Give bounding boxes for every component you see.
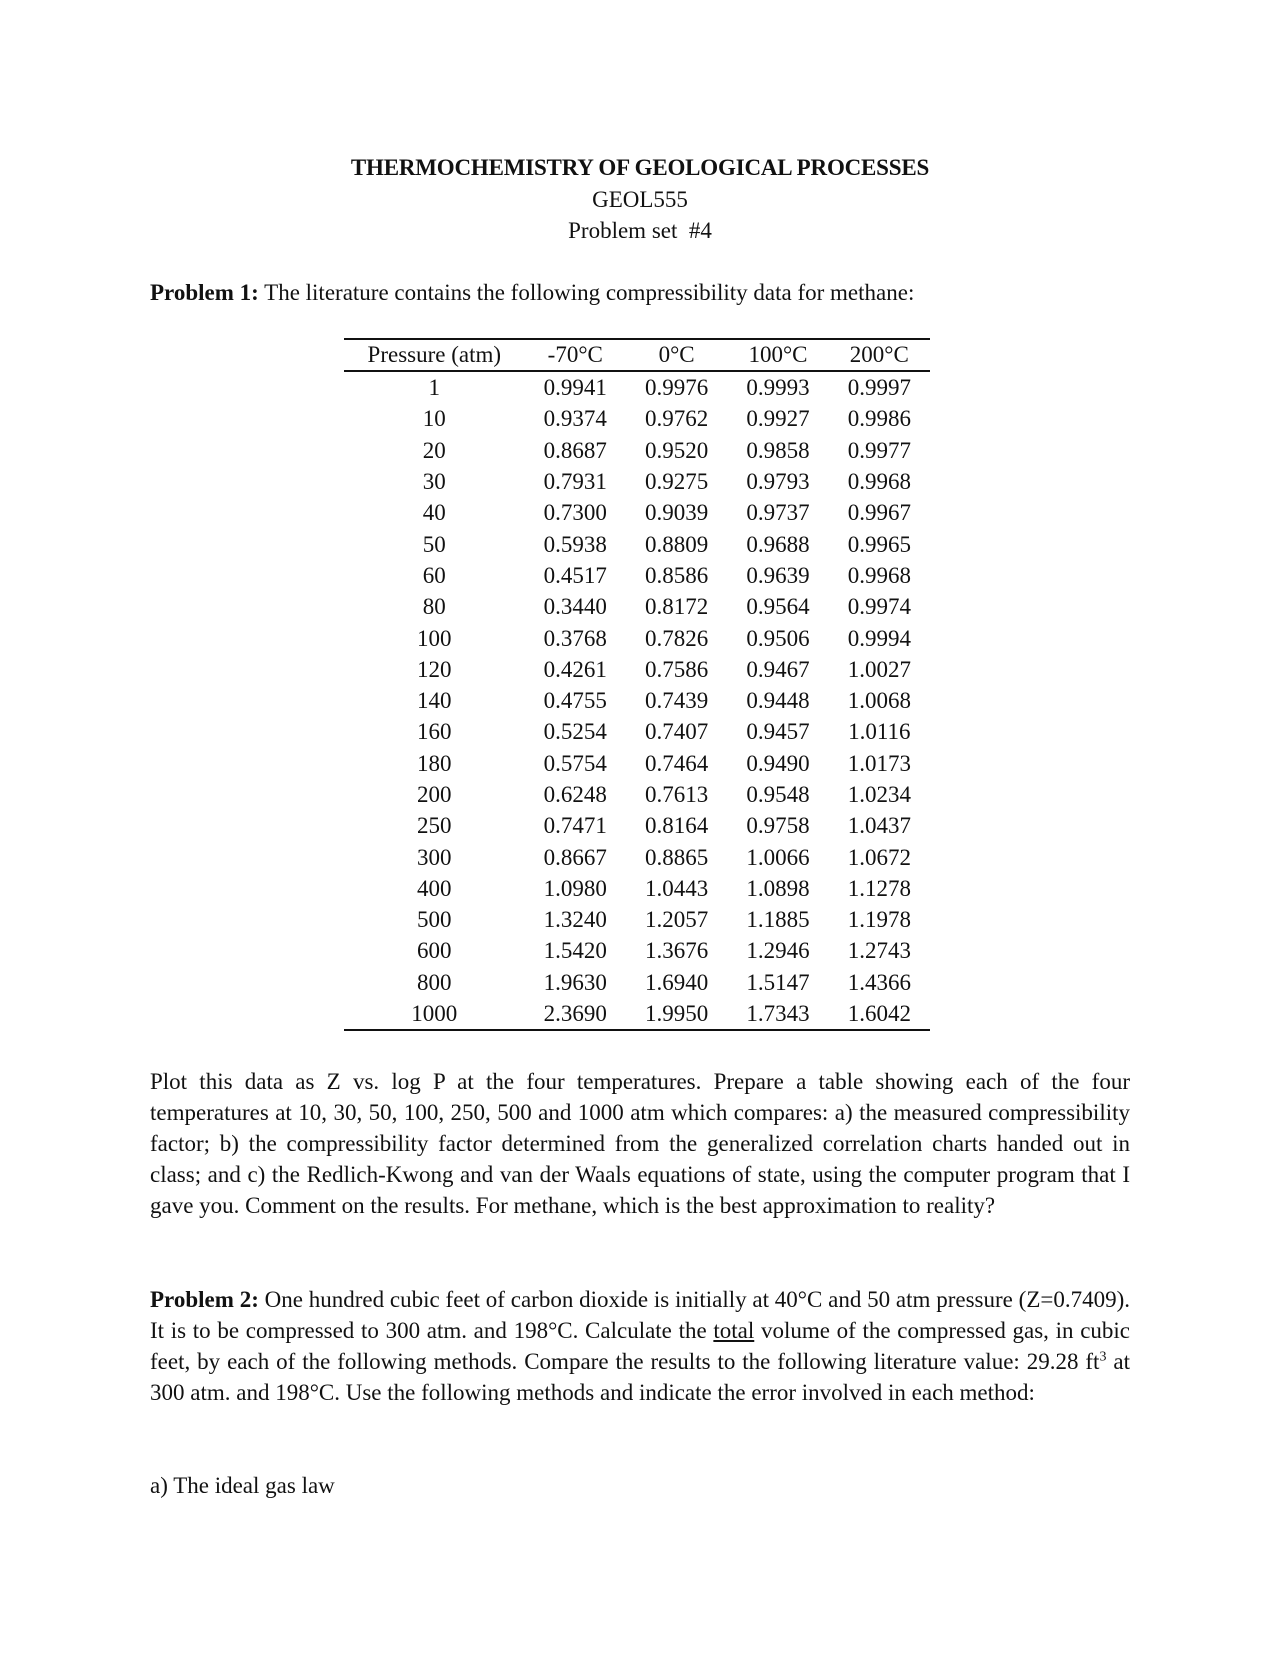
problem2-label: Problem 2:: [150, 1287, 259, 1312]
table-cell-0: 0.8809: [645, 531, 709, 557]
table-cell-minus70: 0.4517: [543, 562, 607, 588]
table-cell-100: 0.9490: [746, 750, 810, 776]
table-cell-pressure: 30: [422, 469, 446, 495]
table-cell-minus70: 0.8687: [543, 437, 607, 463]
table-cell-pressure: 600: [417, 938, 452, 964]
table-cell-100: 1.7343: [727, 998, 828, 1030]
table-row: [344, 873, 930, 904]
table-cell-minus70: 1.9630: [543, 969, 607, 995]
table-row: [344, 748, 930, 779]
table-cell-pressure: 800: [417, 969, 452, 995]
table-row: [344, 904, 930, 935]
table-cell-minus70: 0.3440: [543, 594, 607, 620]
table-cell-100: 1.5147: [746, 969, 810, 995]
table-cell-pressure: 50: [422, 531, 446, 557]
table-cell-200: 0.9967: [847, 500, 911, 526]
course-code: GEOL555: [592, 187, 688, 212]
table-cell-200: 1.0173: [847, 750, 911, 776]
table-cell-0: 1.6940: [645, 969, 709, 995]
problem-set-label: Problem set #4: [568, 218, 712, 243]
table-cell-200: 1.0027: [847, 656, 911, 682]
table-cell-minus70: 0.7931: [543, 469, 607, 495]
table-cell-100: 0.9564: [746, 594, 810, 620]
table-cell-200: 0.9994: [847, 625, 911, 651]
table-cell-100: 1.1885: [746, 907, 810, 933]
table-cell-0: 0.7613: [645, 782, 709, 807]
table-cell-0: 0.8586: [645, 562, 709, 588]
column-header-minus70: -70°C: [525, 339, 626, 371]
table-cell-0: 1.9950: [626, 998, 727, 1030]
table-cell-100: 0.9758: [746, 813, 810, 839]
table-cell-0: 0.8865: [645, 844, 709, 870]
table-cell-100: 0.9457: [746, 719, 810, 745]
column-header-200: 200°C: [829, 339, 930, 371]
column-header-pressure: Pressure (atm): [344, 339, 525, 371]
table-cell-0: 1.3676: [645, 938, 709, 964]
table-cell-pressure: 1000: [344, 998, 525, 1030]
table-cell-0: 0.8164: [645, 813, 709, 839]
table-cell-100: 0.9448: [746, 688, 810, 714]
table-row: [344, 466, 930, 497]
table-cell-pressure: 60: [422, 562, 446, 588]
table-cell-0: 0.9762: [645, 406, 709, 432]
table-cell-200: 1.6042: [829, 998, 930, 1030]
table-cell-minus70: 0.7471: [543, 813, 607, 839]
problem1-intro: [150, 278, 1130, 308]
problem1-intro-text: The literature contains the following compressibility data for methane:: [258, 280, 915, 305]
table-row: [344, 685, 930, 716]
table-cell-200: 1.0068: [847, 688, 911, 714]
table-cell-200: 0.9997: [847, 375, 911, 401]
problem2-text-b: volume of the compressed gas, in cubic feet, by each of the following methods. Compare the results to the following literature value: 29.28 ft: [150, 1318, 1130, 1374]
column-header-100: 100°C: [727, 339, 828, 371]
problem1-instructions: Plot this data as Z vs. log P at the four temperatures. Prepare a table showing each of the four temperatures at 10, 30, 50, 100, 250, 500 and 1000 atm which compares: a) the measured compressibility factor; b) the compressibility factor determined from the generalized correlation charts handed out in class; and c) the Redlich-Kwong and van der Waals equations of state, using the computer program that I gave you. Comment on the results. For methane, which is the best approximation to reality?: [150, 1069, 1130, 1218]
table-cell-minus70: 0.4755: [543, 688, 607, 714]
table-cell-0: 0.7826: [645, 625, 709, 651]
table-cell-100: 1.0898: [746, 875, 810, 901]
table-cell-200: 0.9977: [847, 437, 911, 463]
problem2-text-a: One hundred cubic feet of carbon dioxide is initially at 40°C and 50 atm pressure (Z=0.7409). It is to be compressed to 300 atm. and 198°C. Calculate the: [150, 1287, 1130, 1343]
table-cell-200: 1.0234: [847, 782, 911, 807]
table-cell-200: 1.2743: [847, 938, 911, 964]
table-row: [344, 528, 930, 559]
table-cell-200: 1.0672: [847, 844, 911, 870]
table-cell-200: 1.1978: [847, 907, 911, 933]
table-cell-0: 1.2057: [645, 907, 709, 933]
table-row: [344, 622, 930, 653]
table-cell-pressure: 10: [422, 406, 446, 432]
table-cell-0: 0.9976: [645, 375, 709, 401]
table-cell-minus70: 0.6248: [543, 782, 607, 807]
table-row: [344, 810, 930, 841]
table-cell-minus70: 0.5754: [543, 750, 607, 776]
table-cell-200: 0.9965: [847, 531, 911, 557]
table-row: [344, 716, 930, 747]
table-cell-0: 0.7586: [645, 656, 709, 682]
table-cell-100: 0.9639: [746, 562, 810, 588]
table-cell-100: 0.9793: [746, 469, 810, 495]
table-cell-200: 0.9986: [847, 406, 911, 432]
table-cell-0: 1.0443: [645, 875, 709, 901]
table-cell-pressure: 400: [417, 875, 452, 901]
problem1-label: Problem 1:: [150, 280, 259, 305]
table-cell-pressure: 250: [417, 813, 452, 839]
table-cell-minus70: 0.4261: [543, 656, 607, 682]
table-cell-100: 0.9688: [746, 531, 810, 557]
table-cell-100: 0.9858: [746, 437, 810, 463]
table-row: [344, 435, 930, 466]
table-cell-minus70: 0.9941: [543, 375, 607, 401]
table-row: [344, 591, 930, 622]
table-body: [344, 371, 930, 1030]
page-title: THERMOCHEMISTRY OF GEOLOGICAL PROCESSES: [350, 155, 930, 180]
table-row: [344, 935, 930, 966]
table-cell-pressure: 160: [417, 719, 452, 745]
problem2-text: [150, 1284, 1130, 1408]
table-cell-minus70: 1.5420: [543, 938, 607, 964]
table-cell-100: 0.9467: [746, 656, 810, 682]
table-cell-200: 1.1278: [847, 875, 911, 901]
table-row: [344, 841, 930, 872]
title-block: [0, 152, 1280, 247]
table-cell-pressure: 500: [417, 907, 452, 933]
table-cell-200: 1.0437: [847, 813, 911, 839]
column-header-0: 0°C: [626, 339, 727, 371]
table-cell-200: 0.9968: [847, 562, 911, 588]
table-cell-100: 1.0066: [746, 844, 810, 870]
table-row: [344, 998, 930, 1030]
compressibility-table: [344, 338, 930, 1031]
problem2-text-c: at 300 atm. and 198°C. Use the following methods and indicate the error involved in each method:: [150, 1349, 1130, 1405]
table-cell-minus70: 1.3240: [543, 907, 607, 933]
table-cell-200: 0.9974: [847, 594, 911, 620]
emphasis-total: total: [713, 1318, 755, 1343]
table-row: [344, 967, 930, 998]
table-cell-minus70: 0.5254: [543, 719, 607, 745]
table-cell-200: 1.4366: [847, 969, 911, 995]
table-cell-pressure: 40: [422, 500, 446, 526]
table-cell-minus70: 0.9374: [543, 406, 607, 432]
table-cell-minus70: 0.8667: [543, 844, 607, 870]
table-cell-pressure: 200: [417, 782, 452, 807]
table-cell-pressure: 80: [422, 594, 446, 620]
table-cell-pressure: 120: [417, 656, 452, 682]
table-row: [344, 371, 930, 403]
table-cell-minus70: 0.5938: [543, 531, 607, 557]
table-cell-200: 1.0116: [848, 719, 911, 745]
table-cell-100: 1.2946: [746, 938, 810, 964]
table-cell-pressure: 140: [417, 688, 452, 714]
table-cell-0: 0.9039: [645, 500, 709, 526]
table-cell-0: 0.8172: [645, 594, 709, 620]
cubic-superscript: 3: [1099, 1349, 1107, 1365]
table-cell-100: 0.9506: [746, 625, 810, 651]
table-cell-pressure: 1: [428, 375, 441, 401]
table-cell-0: 0.9275: [645, 469, 709, 495]
table-row: [344, 497, 930, 528]
table-cell-minus70: 0.3768: [543, 625, 607, 651]
table-cell-minus70: 0.7300: [543, 500, 607, 526]
table-cell-pressure: 100: [417, 625, 452, 651]
table-cell-pressure: 180: [417, 750, 452, 776]
table-cell-0: 0.7464: [645, 750, 709, 776]
table-row: [344, 560, 930, 591]
table-row: [344, 779, 930, 810]
table-cell-100: 0.9927: [746, 406, 810, 432]
table-cell-200: 0.9968: [847, 469, 911, 495]
table-cell-pressure: 20: [422, 437, 446, 463]
table-cell-100: 0.9993: [746, 375, 810, 401]
table-cell-0: 0.7407: [645, 719, 709, 745]
table-cell-0: 0.9520: [645, 437, 709, 463]
table-cell-100: 0.9548: [746, 782, 810, 807]
table-cell-0: 0.7439: [645, 688, 709, 714]
table-cell-100: 0.9737: [746, 500, 810, 526]
table-cell-minus70: 2.3690: [525, 998, 626, 1030]
problem2-item-a: a) The ideal gas law: [150, 1473, 335, 1498]
table-row: [344, 403, 930, 434]
table-cell-pressure: 300: [417, 844, 452, 870]
table-cell-minus70: 1.0980: [543, 875, 607, 901]
table-header-row: [344, 339, 930, 371]
table-row: [344, 654, 930, 685]
